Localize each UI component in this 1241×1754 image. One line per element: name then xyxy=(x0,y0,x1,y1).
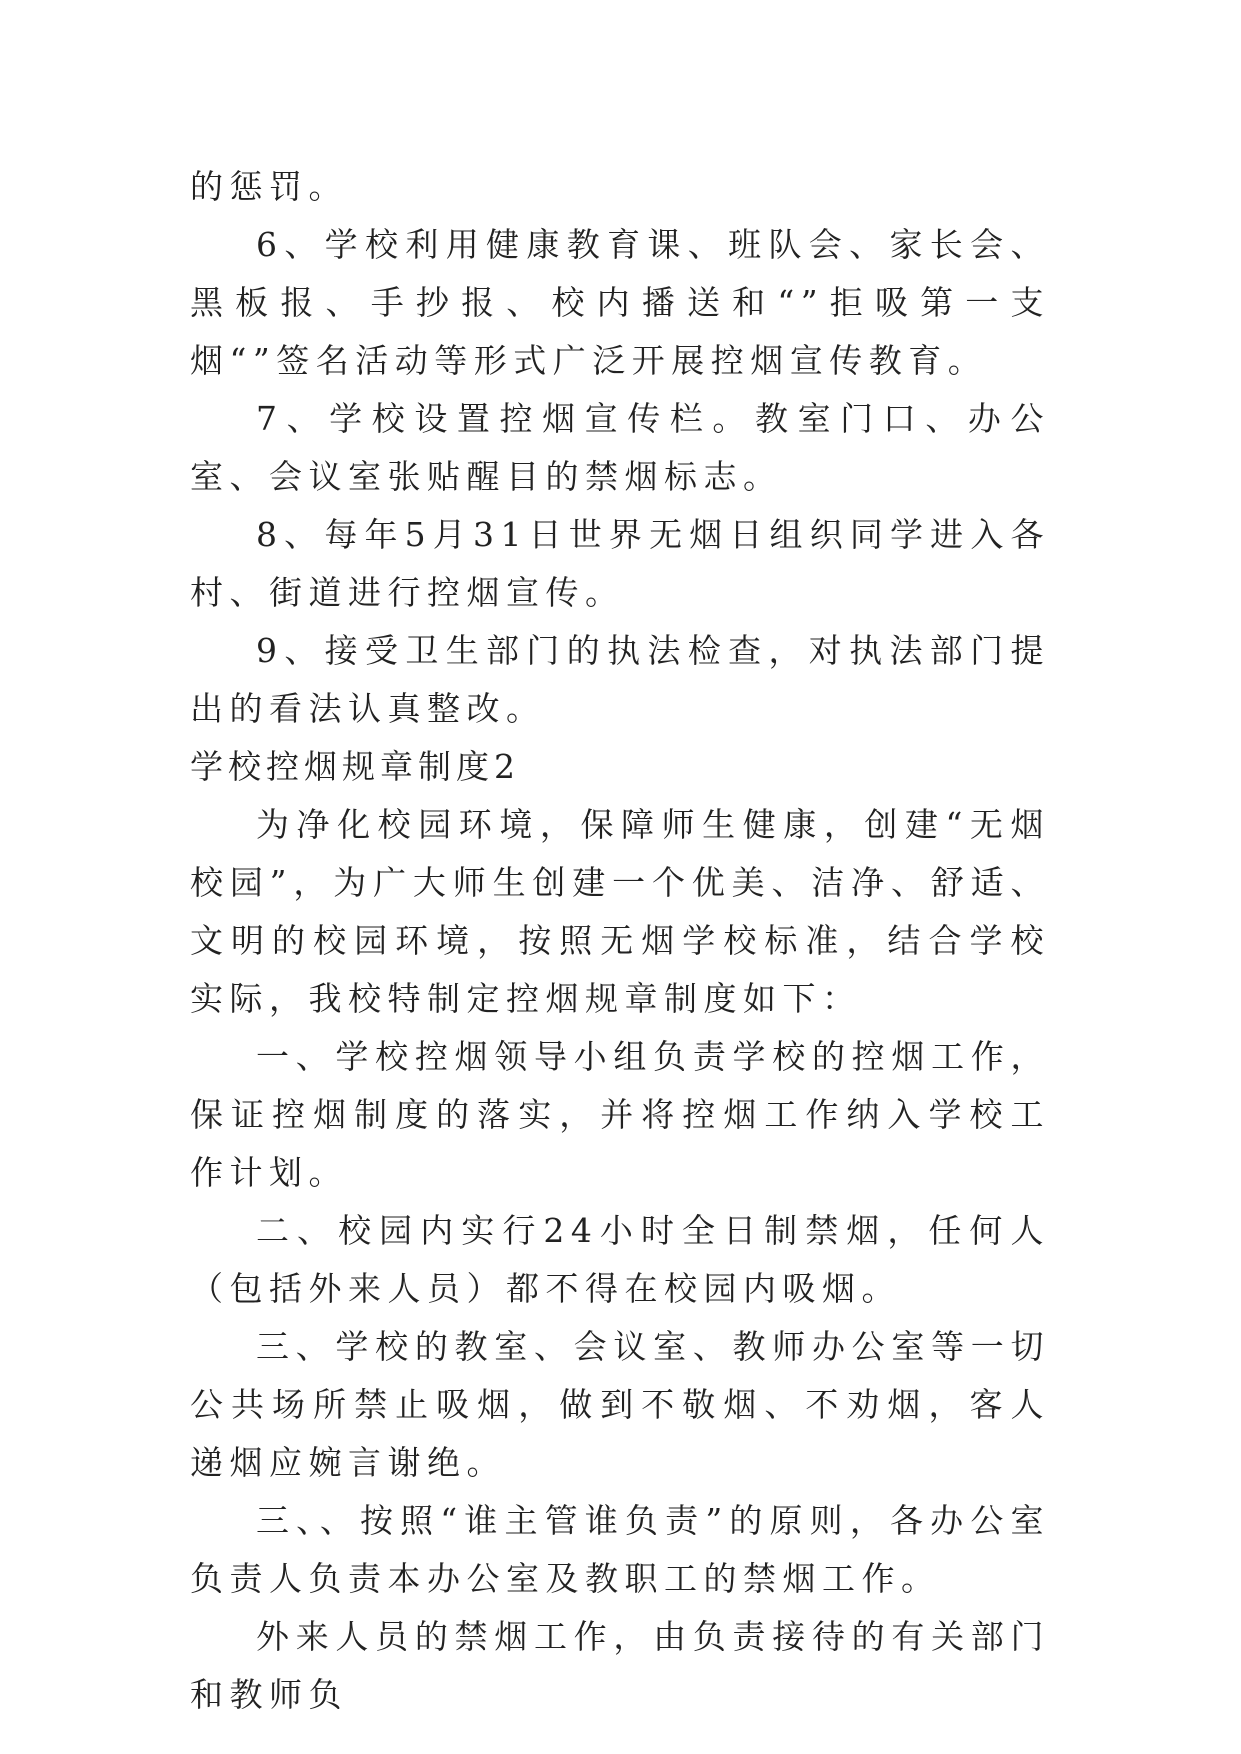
paragraph-rule-2: 二、校园内实行24小时全日制禁烟，任何人（包括外来人员）都不得在校园内吸烟。 xyxy=(190,1211,1050,1308)
paragraph-item-9: 9、接受卫生部门的执法检查，对执法部门提出的看法认真整改。 xyxy=(190,631,1050,728)
paragraph-item-7: 7、学校设置控烟宣传栏。教室门口、办公室、会议室张贴醒目的禁烟标志。 xyxy=(190,399,1050,496)
section-heading: 学校控烟规章制度2 xyxy=(190,747,520,786)
paragraph-continuation: 的惩罚。 xyxy=(190,167,348,206)
paragraph-rule-1: 一、学校控烟领导小组负责学校的控烟工作，保证控烟制度的落实，并将控烟工作纳入学校工作计划。 xyxy=(190,1037,1050,1192)
paragraph-rule-3b: 三、、按照“谁主管谁负责”的原则，各办公室负责人负责本办公室及教职工的禁烟工作。 xyxy=(190,1501,1050,1598)
paragraph-item-8: 8、每年5月31日世界无烟日组织同学进入各村、街道进行控烟宣传。 xyxy=(190,515,1050,612)
paragraph-item-6: 6、学校利用健康教育课、班队会、家长会、黑板报、手抄报、校内播送和“”拒吸第一支烟“”签名活动等形式广泛开展控烟宣传教育。 xyxy=(190,225,1050,380)
paragraph-intro: 为净化校园环境，保障师生健康，创建“无烟校园”，为广大师生创建一个优美、洁净、舒适、文明的校园环境，按照无烟学校标准，结合学校实际，我校特制定控烟规章制度如下： xyxy=(190,805,1050,1018)
document-body xyxy=(190,158,1050,1724)
paragraph-rule-3: 三、学校的教室、会议室、教师办公室等一切公共场所禁止吸烟，做到不敬烟、不劝烟，客人递烟应婉言谢绝。 xyxy=(190,1327,1050,1482)
paragraph-visitors: 外来人员的禁烟工作，由负责接待的有关部门和教师负 xyxy=(190,1617,1050,1714)
